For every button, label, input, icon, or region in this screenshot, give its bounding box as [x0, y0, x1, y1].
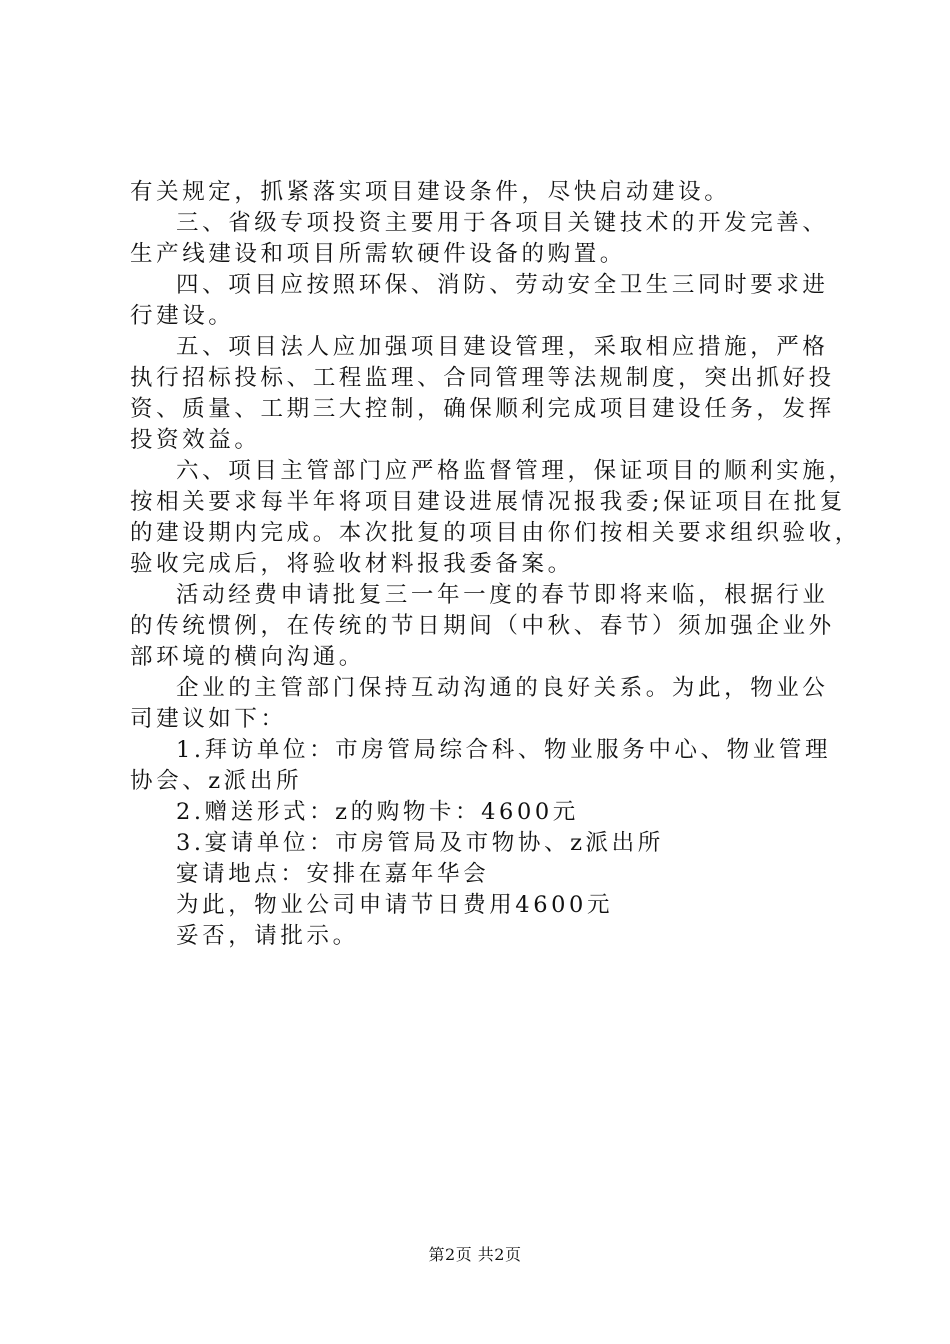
- text-line: 宴请地点：安排在嘉年华会: [176, 861, 490, 887]
- page-footer: 第2页 共2页: [428, 1245, 522, 1264]
- text-line: 3.宴请单位：市房管局及市物协、z派出所: [176, 830, 664, 856]
- text-line: 四、项目应按照环保、消防、劳动安全卫生三同时要求进: [176, 272, 829, 298]
- text-line: 的建设期内完成。本次批复的项目由你们按相关要求组织验收，: [130, 520, 861, 546]
- text-line: 三、省级专项投资主要用于各项目关键技术的开发完善、: [176, 210, 829, 236]
- text-line: 资、质量、工期三大控制，确保顺利完成项目建设任务，发挥: [130, 396, 835, 422]
- text-line: 验收完成后，将验收材料报我委备案。: [130, 551, 574, 577]
- text-line: 2.赠送形式：z的购物卡：4600元: [176, 799, 579, 825]
- text-line: 司建议如下：: [130, 706, 287, 732]
- text-line: 部环境的横向沟通。: [130, 644, 365, 670]
- text-line: 六、项目主管部门应严格监督管理，保证项目的顺利实施，: [176, 458, 855, 484]
- text-line: 活动经费申请批复三一年一度的春节即将来临，根据行业: [176, 582, 829, 608]
- text-line: 生产线建设和项目所需软硬件设备的购置。: [130, 241, 626, 267]
- text-line: 的传统惯例，在传统的节日期间（中秋、春节）须加强企业外: [130, 613, 835, 639]
- text-line: 有关规定，抓紧落实项目建设条件，尽快启动建设。: [130, 179, 731, 205]
- text-line: 1.拜访单位：市房管局综合科、物业服务中心、物业管理: [176, 737, 832, 763]
- text-line: 投资效益。: [130, 427, 261, 453]
- text-line: 为此，物业公司申请节日费用4600元: [176, 892, 614, 918]
- text-line: 执行招标投标、工程监理、合同管理等法规制度，突出抓好投: [130, 365, 835, 391]
- text-line: 五、项目法人应加强项目建设管理，采取相应措施，严格: [176, 334, 829, 360]
- text-line: 行建设。: [130, 303, 235, 329]
- text-line: 按相关要求每半年将项目建设进展情况报我委;保证项目在批复: [130, 489, 846, 515]
- text-line: 协会、z派出所: [130, 768, 303, 794]
- text-line: 妥否，请批示。: [176, 923, 359, 949]
- text-line: 企业的主管部门保持互动沟通的良好关系。为此，物业公: [176, 675, 829, 701]
